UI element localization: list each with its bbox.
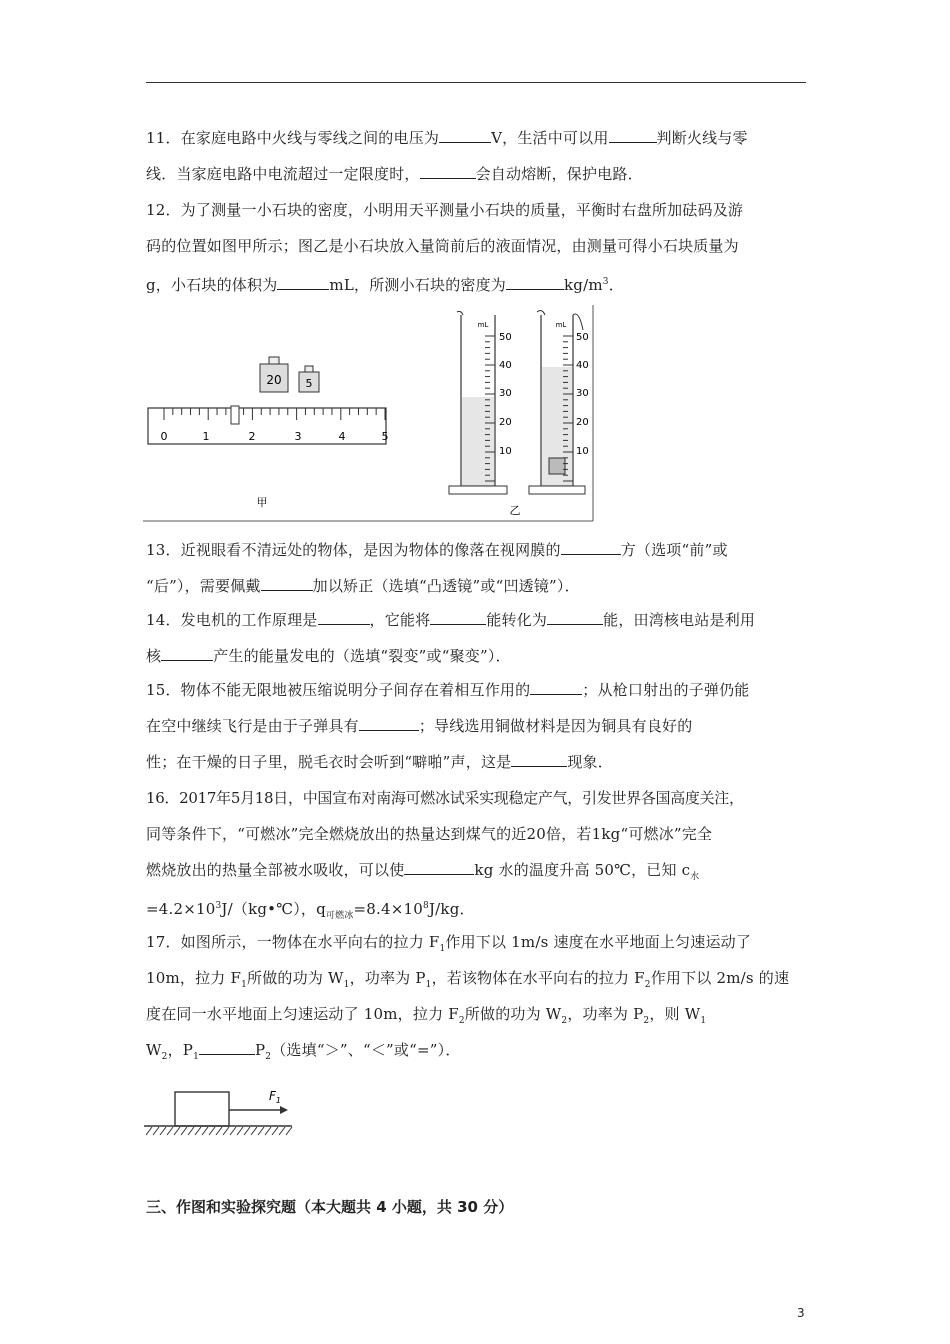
q12-line-2: 码的位置如图甲所示；图乙是小石块放入量筒前后的液面情况，由测量可得小石块质量为	[146, 237, 739, 255]
q11-blank-fuse[interactable]	[420, 164, 476, 179]
hatch-line	[195, 1127, 201, 1135]
hatch-line	[160, 1127, 166, 1135]
hatch-line	[265, 1127, 271, 1135]
hatch-line	[237, 1127, 243, 1135]
q11-blank-tool[interactable]	[609, 128, 657, 143]
c2-tick-50: 50	[576, 332, 589, 343]
c1-tick-20: 20	[499, 417, 512, 428]
cylinder-after	[529, 311, 589, 494]
q13-blank-position[interactable]	[561, 540, 621, 555]
hatch-line	[146, 1127, 152, 1135]
q14-blank-energy-from[interactable]	[430, 610, 486, 625]
figure-balance-and-cylinders	[143, 300, 595, 524]
hatch-line	[279, 1127, 285, 1135]
hatch-line	[251, 1127, 257, 1135]
stone-in-cylinder	[549, 458, 565, 474]
hatch-line	[258, 1127, 264, 1135]
q15-blank-force[interactable]	[530, 680, 582, 695]
rider-indicator	[231, 406, 239, 424]
c2-tick-40: 40	[576, 360, 589, 371]
q15-line-2: 在空中继续飞行是由于子弹具有 ；导线选用铜做材料是因为铜具有良好的	[146, 717, 693, 735]
hatch-line	[209, 1127, 215, 1135]
caption-jia: 甲	[256, 496, 268, 509]
q14-blank-principle[interactable]	[318, 610, 370, 625]
page-number: 3	[797, 1306, 805, 1320]
c2-tick-10: 10	[576, 446, 589, 457]
caption-yi: 乙	[509, 504, 521, 517]
hatch-line	[202, 1127, 208, 1135]
q11-line-1: 11．在家庭电路中火线与零线之间的电压为 V，生活中可以用 判断火线与零	[146, 129, 748, 147]
c1-tick-30: 30	[499, 388, 512, 399]
q14-line-2: 核 产生的能量发电的（选填“裂变”或“聚变”）．	[146, 647, 511, 665]
weight-5g	[299, 366, 319, 392]
scale-label-1: 1	[202, 430, 210, 443]
q17-line-1: 17．如图所示，一物体在水平向右的拉力 $F_1$作用下以 1m/s 速度在水平地面上匀速运动了	[146, 933, 752, 954]
q13-blank-lens[interactable]	[261, 576, 313, 591]
scale-label-4: 4	[338, 430, 346, 443]
q15-blank-phenomenon[interactable]	[511, 752, 567, 767]
hatch-line	[286, 1127, 292, 1135]
c1-tick-50: 50	[499, 332, 512, 343]
c2-tick-30: 30	[576, 388, 589, 399]
hatch-line	[181, 1127, 187, 1135]
c1-tick-10: 10	[499, 446, 512, 457]
figure-block-pulled	[142, 1080, 294, 1142]
q16-blank-mass[interactable]	[404, 860, 474, 875]
q12-blank-density[interactable]	[506, 275, 564, 290]
q14-line-1: 14．发电机的工作原理是 ，它能将 能转化为 能，田湾核电站是利用	[146, 611, 756, 629]
hatch-line	[153, 1127, 159, 1135]
weight-20-label: 20	[266, 373, 282, 387]
scale-label-0: 0	[160, 430, 168, 443]
weight-20g	[260, 357, 288, 392]
q17-line-4: $W_2$，$P_1$ $P_2$（选填“＞”、“＜”或“=”）．	[146, 1041, 461, 1062]
section-3-heading: 三、作图和实验探究题（本大题共 4 小题，共 30 分）	[146, 1198, 514, 1216]
q17-line-3: 度在同一水平地面上匀速运动了 10m，拉力 $F_2$所做的功为 $W_2$，功率为 $P_2$，则 $W_1$	[146, 1005, 707, 1026]
hatch-line	[216, 1127, 222, 1135]
hatch-line	[188, 1127, 194, 1135]
q12-blank-volume[interactable]	[277, 275, 329, 290]
scale-label-5: 5	[381, 430, 389, 443]
q16-line-2: 同等条件下，“可燃冰”完全燃烧放出的热量达到煤气的近20倍，若1kg“可燃冰”完全	[146, 825, 713, 843]
hatch-line	[174, 1127, 180, 1135]
hatch-line	[244, 1127, 250, 1135]
hatch-line	[272, 1127, 278, 1135]
hatch-line	[167, 1127, 173, 1135]
cylinder1-unit: mL	[477, 321, 489, 329]
force-arrowhead	[280, 1106, 288, 1114]
cylinder-before	[449, 311, 512, 494]
q15-line-3: 性；在干燥的日子里，脱毛衣时会听到“噼啪”声，这是 现象．	[146, 753, 613, 771]
block	[175, 1092, 229, 1126]
ground-hatch	[146, 1127, 292, 1135]
q16-line-1: 16．2017年5月18日，中国宣布对南海可燃冰试采实现稳定产气，引发世界各国高度关注，	[146, 789, 744, 807]
q16-line-3: 燃烧放出的热量全部被水吸收，可以使 kg 水的温度升高 50℃，已知 $c_水$	[146, 861, 700, 882]
q12-line-3: g，小石块的体积为 mL，所测小石块的密度为 $kg/m^3$．	[146, 276, 624, 294]
q11-blank-voltage[interactable]	[439, 128, 491, 143]
q12-line-1: 12．为了测量一小石块的密度，小明用天平测量小石块的质量，平衡时右盘所加砝码及游	[146, 201, 744, 219]
scale-label-2: 2	[248, 430, 256, 443]
hatch-line	[230, 1127, 236, 1135]
q14-blank-energy-to[interactable]	[547, 610, 603, 625]
hatch-line	[223, 1127, 229, 1135]
q16-line-4: $=4.2\times 10^3J/(kg•℃)$，$q_{可燃冰}=8.4\times 10^8J/kg$．	[146, 900, 475, 921]
cylinder2-unit: mL	[555, 321, 567, 329]
c1-tick-40: 40	[499, 360, 512, 371]
q15-line-1: 15．物体不能无限地被压缩说明分子间存在着相互作用的 ；从枪口射出的子弹仍能	[146, 681, 750, 699]
c2-tick-20: 20	[576, 417, 589, 428]
force-label: $F_1$	[269, 1089, 281, 1105]
q13-line-2: “后”），需要佩戴 加以矫正（选填“凸透镜”或“凹透镜”）．	[146, 577, 580, 595]
weight-5-label: 5	[305, 377, 313, 390]
q11-line-2: 线．当家庭电路中电流超过一定限度时， 会自动熔断，保护电路．	[146, 165, 643, 183]
q13-line-1: 13．近视眼看不清远处的物体，是因为物体的像落在视网膜的 方（选项“前”或	[146, 541, 728, 559]
q14-blank-fission[interactable]	[161, 646, 213, 661]
q15-blank-inertia[interactable]	[359, 716, 419, 731]
q17-line-2: 10m，拉力 $F_1$所做的功为 $W_1$，功率为 $P_1$，若该物体在水平向右的拉力 $F_2$作用下以 2m/s 的速	[146, 969, 790, 990]
balance-beam-scale	[148, 406, 389, 444]
header-rule	[146, 82, 806, 83]
scale-label-3: 3	[294, 430, 302, 443]
q17-blank-power-compare[interactable]	[199, 1040, 255, 1055]
